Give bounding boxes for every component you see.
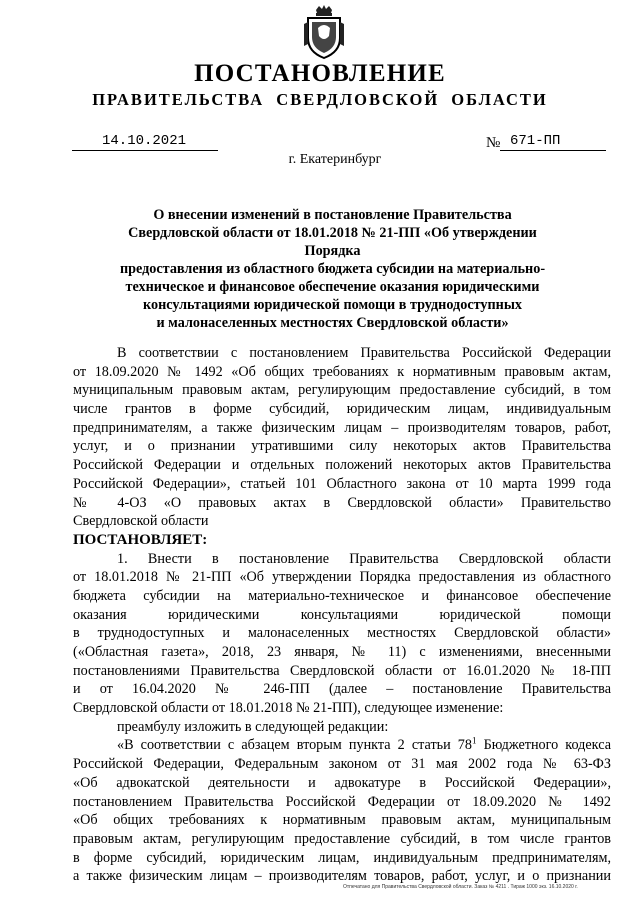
body-line: постановлениями Правительства Свердловской области от 16.01.2020 № 18-ПП (73, 662, 611, 679)
body-line: «Об общих требованиях к нормативным правовым актам, муниципальным (73, 812, 611, 829)
body-line: Российской Федерации и отдельных положений некоторых актов Правительства (73, 457, 611, 474)
body-line: Свердловской области (73, 513, 209, 530)
resolves-heading: ПОСТАНОВЛЯЕТ: (73, 531, 208, 548)
body-line: 1. Внести в постановление Правительства Свердловской области (117, 550, 611, 567)
body-line: постановлением Правительства Российской Федерации от 18.09.2020 № 1492 (73, 793, 611, 810)
body-line: муниципальным правовым актам, регулирующим предоставление субсидий, в том (73, 382, 611, 399)
print-footer: Отпечатано для Правительства Свердловской области. Заказ № 4211 . Тираж 1000 экз. 16.10.2020 г. (343, 884, 578, 890)
document-type-title: ПОСТАНОВЛЕНИЕ (194, 60, 446, 87)
number-underline (500, 150, 606, 151)
superscript: 1 (472, 736, 477, 746)
body-line: № 4-ОЗ «О правовых актах в Свердловской области» Правительство (73, 494, 611, 511)
body-line-with-superscript (73, 736, 611, 755)
body-line: правовым актам, регулирующим предоставление субсидий, в том числе грантов (73, 830, 611, 847)
body-text: «В соответствии с абзацем вторым пункта 2 статьи 78 (117, 737, 472, 754)
body-line: В соответствии с постановлением Правительства Российской Федерации (117, 345, 611, 361)
city-name: г. Екатеринбург (288, 152, 382, 167)
body-line: оказания юридическими консультациями юридической помощи (73, 606, 611, 623)
body-line: Российской Федерации, Федеральным законом от 31 мая 2002 года № 63-ФЗ (73, 756, 611, 773)
heading-line: предоставления из областного бюджета субсидии на материально- (119, 261, 546, 277)
body-line: преамбулу изложить в следующей редакции: (117, 718, 389, 735)
document-body (73, 344, 611, 886)
body-line: услуг, и о признании утратившими силу некоторых актов Правительства (73, 438, 611, 455)
body-line: предпринимателям, а также физическим лицам – производителям товаров, работ, (73, 419, 611, 436)
heading-line: техническое и финансовое обеспечение оказания юридическими (125, 279, 540, 295)
heading-line: Свердловской области от 18.01.2018 № 21-ПП «Об утверждении Порядка (128, 225, 537, 259)
body-line: Свердловской области от 18.01.2018 № 21-ПП), следующее изменение: (73, 700, 504, 717)
heading-line: О внесении изменений в постановление Правительства (153, 207, 512, 223)
issuing-authority: ПРАВИТЕЛЬСТВА СВЕРДЛОВСКОЙ ОБЛАСТИ (92, 90, 548, 109)
body-line: Российской Федерации», статьей 101 Областного закона от 10 марта 1999 года (73, 475, 611, 492)
date-underline (72, 150, 218, 151)
document-number: 671-ПП (510, 133, 561, 149)
body-line: и от 16.04.2020 № 246-ПП (далее – постановление Правительства (73, 681, 611, 698)
body-line: бюджета субсидии на материально-техническое и финансовое обеспечение (73, 587, 611, 604)
body-line: а также физическим лицам – производителям товаров, работ, услуг, и о признании (73, 868, 611, 885)
body-line: в форме субсидий, юридическим лицам, индивидуальным предпринимателям, (73, 849, 611, 866)
body-line: («Областная газета», 2018, 23 января, № 11) с изменениями, внесенными (73, 644, 611, 660)
body-text: Бюджетного кодекса (476, 737, 611, 754)
document-heading (100, 206, 565, 332)
body-line: от 18.01.2018 № 21-ПП «Об утверждении Порядка предоставления из областного (73, 569, 611, 586)
body-line: в труднодоступных и малонаселенных местностях Свердловской области» (73, 625, 611, 642)
body-line: от 18.09.2020 № 1492 «Об общих требованиях к нормативным правовым актам, (73, 363, 611, 380)
body-line: «Об адвокатской деятельности и адвокатуре в Российской Федерации», (73, 774, 611, 791)
body-line: числе грантов в форме субсидий, юридическим лицам, индивидуальным (73, 401, 611, 418)
coat-of-arms-icon (302, 4, 346, 62)
heading-line: консультациями юридической помощи в труднодоступных (142, 297, 523, 313)
heading-line: и малонаселенных местностях Свердловской области» (156, 315, 509, 331)
number-sign: № (486, 135, 501, 151)
document-date: 14.10.2021 (102, 133, 187, 149)
